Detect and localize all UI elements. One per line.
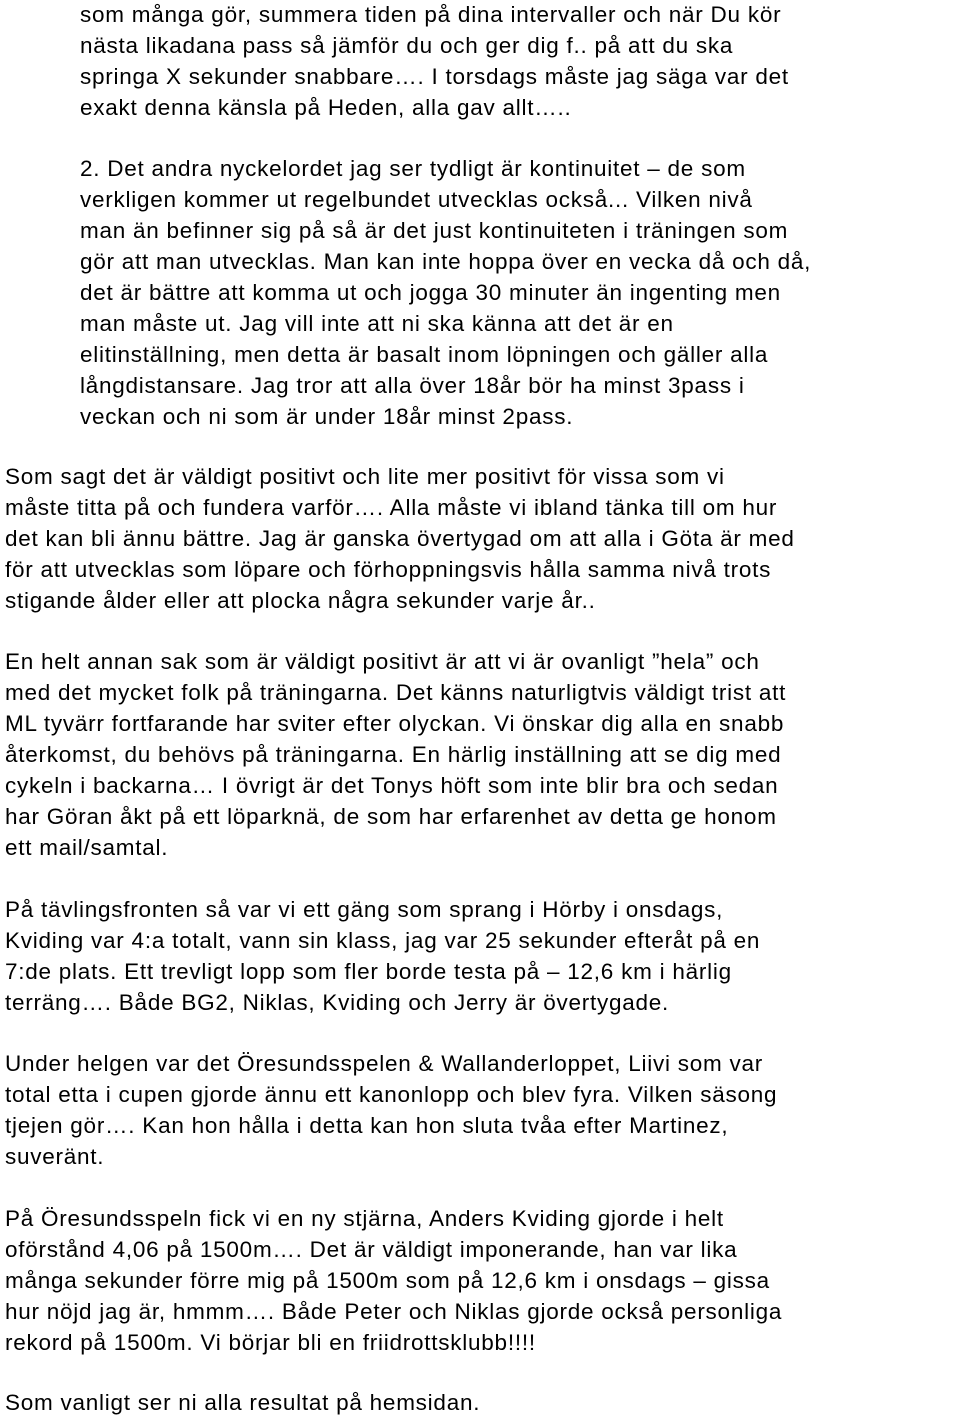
point-2-paragraph	[80, 153, 811, 432]
text-line: stigande ålder eller att plocka några sekunder varje år..	[5, 588, 596, 613]
text-line: cykeln i backarna… I övrigt är det Tonys höft som inte blir bra och sedan	[5, 773, 779, 798]
text-line: återkomst, du behövs på träningarna. En härlig inställning att se dig med	[5, 742, 782, 767]
text-line: En helt annan sak som är väldigt positivt är att vi är ovanligt ”hela” och	[5, 649, 760, 674]
intro-paragraph	[80, 0, 789, 123]
text-line: långdistansare. Jag tror att alla över 18år bör ha minst 3pass i	[80, 373, 745, 398]
text-line: På Öresundsspeln fick vi en ny stjärna, Anders Kviding gjorde i helt	[5, 1206, 724, 1231]
another-matter-paragraph	[5, 646, 786, 863]
text-line: det är bättre att komma ut och jogga 30 minuter än ingenting men	[80, 280, 781, 305]
text-line: Under helgen var det Öresundsspelen & Wallanderloppet, Liivi som var	[5, 1051, 764, 1076]
text-line: total etta i cupen gjorde ännu ett kanonlopp och blev fyra. Vilken säsong	[5, 1082, 778, 1107]
text-line: Som vanligt ser ni alla resultat på hemsidan.	[5, 1390, 481, 1415]
text-line: det kan bli ännu bättre. Jag är ganska övertygad om att alla i Göta är med	[5, 526, 795, 551]
text-line: som många gör, summera tiden på dina intervaller och när Du kör	[80, 2, 782, 27]
text-line: har Göran åkt på ett löparknä, de som har erfarenhet av detta ge honom	[5, 804, 777, 829]
text-line: verkligen kommer ut regelbundet utvecklas också... Vilken nivå	[80, 187, 753, 212]
text-line: springa X sekunder snabbare…. I torsdags måste jag säga var det	[80, 64, 789, 89]
text-line: terräng…. Både BG2, Niklas, Kviding och Jerry är övertygade.	[5, 990, 670, 1015]
text-line: man måste ut. Jag vill inte att ni ska känna att det är en	[80, 311, 674, 336]
text-line: oförstånd 4,06 på 1500m…. Det är väldigt imponerande, han var lika	[5, 1237, 738, 1262]
text-line: Kviding var 4:a totalt, vann sin klass, jag var 25 sekunder efteråt på en	[5, 928, 761, 953]
text-line: med det mycket folk på träningarna. Det känns naturligtvis väldigt trist att	[5, 680, 787, 705]
text-line: man än befinner sig på så är det just kontinuiteten i träningen som	[80, 218, 789, 243]
text-line: många sekunder förre mig på 1500m som på 12,6 km i onsdags – gissa	[5, 1268, 770, 1293]
text-line: ett mail/samtal.	[5, 835, 169, 860]
new-star-paragraph	[5, 1203, 782, 1358]
positive-paragraph	[5, 461, 795, 616]
text-line: nästa likadana pass så jämför du och ger dig f.. på att du ska	[80, 33, 734, 58]
weekend-paragraph	[5, 1048, 777, 1172]
text-line: ML tyvärr fortfarande har sviter efter olyckan. Vi önskar dig alla en snabb	[5, 711, 785, 736]
text-line: rekord på 1500m. Vi börjar bli en friidrottsklubb!!!!	[5, 1330, 536, 1355]
text-line: veckan och ni som är under 18år minst 2pass.	[80, 404, 574, 429]
closing-paragraph	[5, 1387, 480, 1418]
competition-paragraph	[5, 894, 760, 1018]
text-line: På tävlingsfronten så var vi ett gäng som sprang i Hörby i onsdags,	[5, 897, 724, 922]
text-line: exakt denna känsla på Heden, alla gav allt…..	[80, 95, 572, 120]
text-line: 7:de plats. Ett trevligt lopp som fler borde testa på – 12,6 km i härlig	[5, 959, 732, 984]
text-line: Som sagt det är väldigt positivt och lite mer positivt för vissa som vi	[5, 464, 725, 489]
text-line: måste titta på och fundera varför…. Alla måste vi ibland tänka till om hur	[5, 495, 778, 520]
text-line: 2. Det andra nyckelordet jag ser tydligt är kontinuitet – de som	[80, 156, 746, 181]
text-line: suveränt.	[5, 1144, 105, 1169]
text-line: tjejen gör…. Kan hon hålla i detta kan hon sluta tvåa efter Martinez,	[5, 1113, 729, 1138]
text-line: gör att man utvecklas. Man kan inte hoppa över en vecka då och då,	[80, 249, 812, 274]
text-line: hur nöjd jag är, hmmm…. Både Peter och Niklas gjorde också personliga	[5, 1299, 783, 1324]
text-line: för att utvecklas som löpare och förhoppningsvis hålla samma nivå trots	[5, 557, 772, 582]
text-line: elitinställning, men detta är basalt inom löpningen och gäller alla	[80, 342, 769, 367]
